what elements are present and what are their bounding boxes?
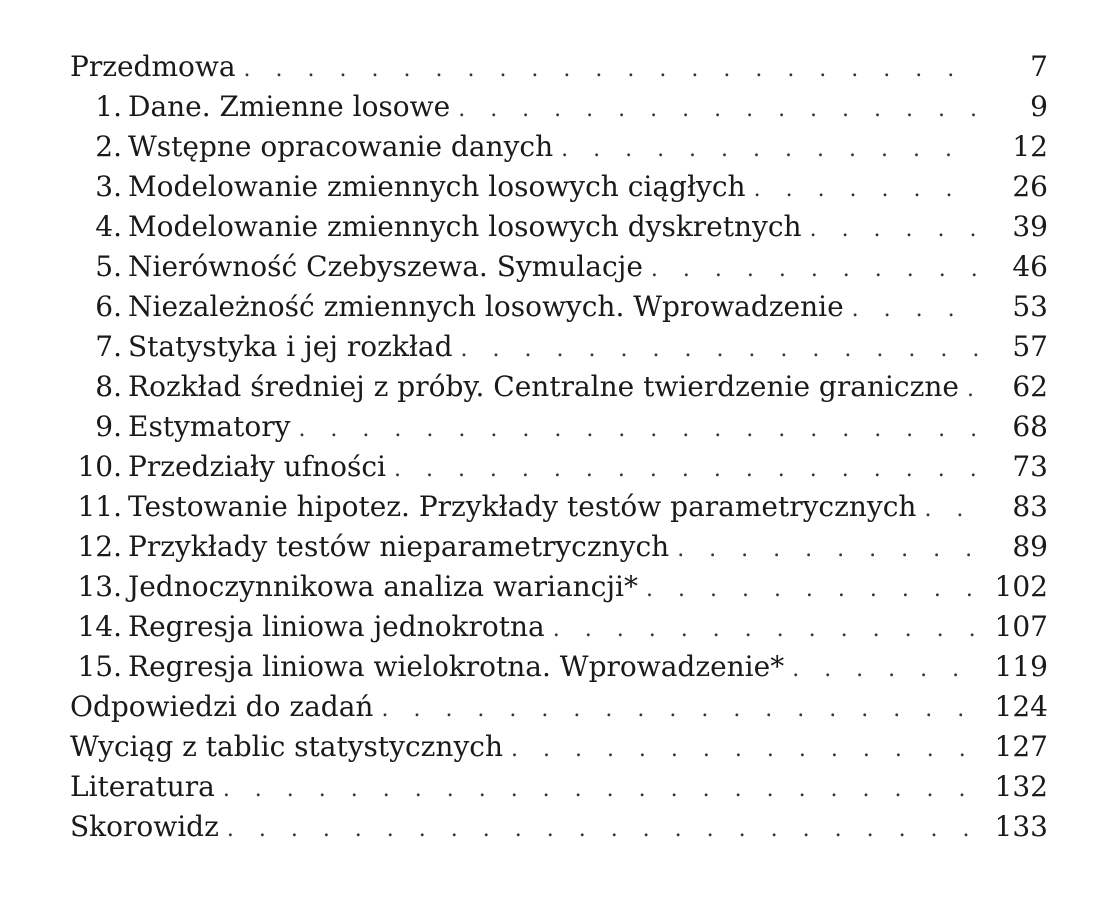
toc-entry-page: 102 bbox=[994, 570, 1048, 603]
toc-entry-title: Przedziały ufności bbox=[128, 450, 386, 483]
toc-entry-chapter-2[interactable] bbox=[70, 127, 1048, 167]
toc-entry-title: Wyciąg z tablic statystycznych bbox=[70, 730, 503, 763]
dot-leader bbox=[461, 330, 978, 370]
toc-entry-page: 89 bbox=[1012, 530, 1048, 563]
dot-leader bbox=[852, 290, 978, 330]
toc-entry-number: 1. bbox=[95, 90, 122, 123]
toc-entry-number: 10. bbox=[77, 450, 122, 483]
dot-leader bbox=[244, 50, 978, 90]
toc-entry-title: Modelowanie zmiennych losowych dyskretnych bbox=[128, 210, 802, 243]
toc-entry-number: 12. bbox=[77, 530, 122, 563]
toc-entry-number: 8. bbox=[95, 370, 122, 403]
toc-entry-number: 14. bbox=[77, 610, 122, 643]
dot-leader bbox=[967, 370, 978, 410]
dot-leader bbox=[511, 730, 978, 770]
toc-entry-chapter-6[interactable] bbox=[70, 287, 1048, 327]
toc-entry-page: 119 bbox=[994, 650, 1048, 683]
toc-entry-title: Modelowanie zmiennych losowych ciągłych bbox=[128, 170, 746, 203]
dot-leader bbox=[227, 810, 978, 850]
toc-entry-chapter-5[interactable] bbox=[70, 247, 1048, 287]
dot-leader bbox=[381, 690, 978, 730]
toc-entry-chapter-10[interactable] bbox=[70, 447, 1048, 487]
toc-entry-page: 53 bbox=[1012, 290, 1048, 323]
toc-entry-page: 133 bbox=[994, 810, 1048, 843]
toc-entry-chapter-7[interactable] bbox=[70, 327, 1048, 367]
toc-entry-chapter-1[interactable] bbox=[70, 87, 1048, 127]
toc-entry-chapter-8[interactable] bbox=[70, 367, 1048, 407]
toc-entry-page: 9 bbox=[1030, 90, 1048, 123]
toc-entry-title: Rozkład średniej z próby. Centralne twierdzenie graniczne bbox=[128, 370, 959, 403]
toc-entry-title: Skorowidz bbox=[70, 810, 219, 843]
dot-leader bbox=[924, 490, 978, 530]
toc-entry-title: Testowanie hipotez. Przykłady testów parametrycznych bbox=[128, 490, 917, 523]
toc-entry-chapter-4[interactable] bbox=[70, 207, 1048, 247]
toc-entry-title: Przedmowa bbox=[70, 50, 236, 83]
toc-entry-page: 132 bbox=[994, 770, 1048, 803]
toc-entry-page: 127 bbox=[994, 730, 1048, 763]
toc-entry-chapter-15[interactable] bbox=[70, 647, 1048, 687]
toc-entry-page: 39 bbox=[1012, 210, 1048, 243]
toc-entry-title: Statystyka i jej rozkład bbox=[128, 330, 453, 363]
dot-leader bbox=[677, 530, 978, 570]
toc-entry-page: 83 bbox=[1012, 490, 1048, 523]
toc-entry-number: 7. bbox=[95, 330, 122, 363]
toc-entry-title: Regresja liniowa jednokrotna bbox=[128, 610, 545, 643]
dot-leader bbox=[561, 130, 978, 170]
toc-entry-title: Regresja liniowa wielokrotna. Wprowadzenie* bbox=[128, 650, 785, 683]
toc-entry-page: 57 bbox=[1012, 330, 1048, 363]
toc-entry-answers[interactable] bbox=[70, 687, 1048, 727]
toc-entry-page: 62 bbox=[1012, 370, 1048, 403]
toc-entry-tables[interactable] bbox=[70, 727, 1048, 767]
toc-entry-number: 11. bbox=[77, 490, 122, 523]
toc-entry-chapter-13[interactable] bbox=[70, 567, 1048, 607]
dot-leader bbox=[792, 650, 978, 690]
dot-leader bbox=[394, 450, 978, 490]
dot-leader bbox=[223, 770, 978, 810]
dot-leader bbox=[646, 570, 978, 610]
toc-entry-number: 4. bbox=[95, 210, 122, 243]
toc-entry-number: 2. bbox=[95, 130, 122, 163]
toc-entry-index[interactable] bbox=[70, 807, 1048, 847]
toc-entry-number: 3. bbox=[95, 170, 122, 203]
dot-leader bbox=[754, 170, 978, 210]
toc-entry-preface[interactable] bbox=[70, 47, 1048, 87]
toc-entry-number: 13. bbox=[77, 570, 122, 603]
toc-entry-page: 26 bbox=[1012, 170, 1048, 203]
toc-entry-number: 9. bbox=[95, 410, 122, 443]
toc-entry-page: 124 bbox=[994, 690, 1048, 723]
toc-entry-chapter-14[interactable] bbox=[70, 607, 1048, 647]
toc-entry-number: 15. bbox=[77, 650, 122, 683]
toc-entry-chapter-3[interactable] bbox=[70, 167, 1048, 207]
toc-entry-page: 12 bbox=[1012, 130, 1048, 163]
toc-entry-page: 46 bbox=[1012, 250, 1048, 283]
dot-leader bbox=[553, 610, 978, 650]
toc-entry-title: Przykłady testów nieparametrycznych bbox=[128, 530, 670, 563]
dot-leader bbox=[651, 250, 978, 290]
toc-entry-title: Odpowiedzi do zadań bbox=[70, 690, 374, 723]
dot-leader bbox=[458, 90, 978, 130]
toc-entry-page: 73 bbox=[1012, 450, 1048, 483]
toc-entry-chapter-12[interactable] bbox=[70, 527, 1048, 567]
toc-entry-title: Nierówność Czebyszewa. Symulacje bbox=[128, 250, 643, 283]
toc-entry-title: Niezależność zmiennych losowych. Wprowadzenie bbox=[128, 290, 844, 323]
toc-entry-literature[interactable] bbox=[70, 767, 1048, 807]
toc-entry-title: Literatura bbox=[70, 770, 215, 803]
toc-entry-page: 68 bbox=[1012, 410, 1048, 443]
toc-entry-number: 5. bbox=[95, 250, 122, 283]
dot-leader bbox=[298, 410, 978, 450]
toc-entry-number: 6. bbox=[95, 290, 122, 323]
toc-entry-title: Jednoczynnikowa analiza wariancji* bbox=[128, 570, 638, 603]
toc-entry-title: Estymatory bbox=[128, 410, 291, 443]
toc-entry-page: 7 bbox=[1030, 50, 1048, 83]
dot-leader bbox=[810, 210, 978, 250]
toc-entry-chapter-9[interactable] bbox=[70, 407, 1048, 447]
toc-entry-chapter-11[interactable] bbox=[70, 487, 1048, 527]
toc-entry-page: 107 bbox=[994, 610, 1048, 643]
toc-entry-title: Dane. Zmienne losowe bbox=[128, 90, 451, 123]
toc-entry-title: Wstępne opracowanie danych bbox=[128, 130, 554, 163]
